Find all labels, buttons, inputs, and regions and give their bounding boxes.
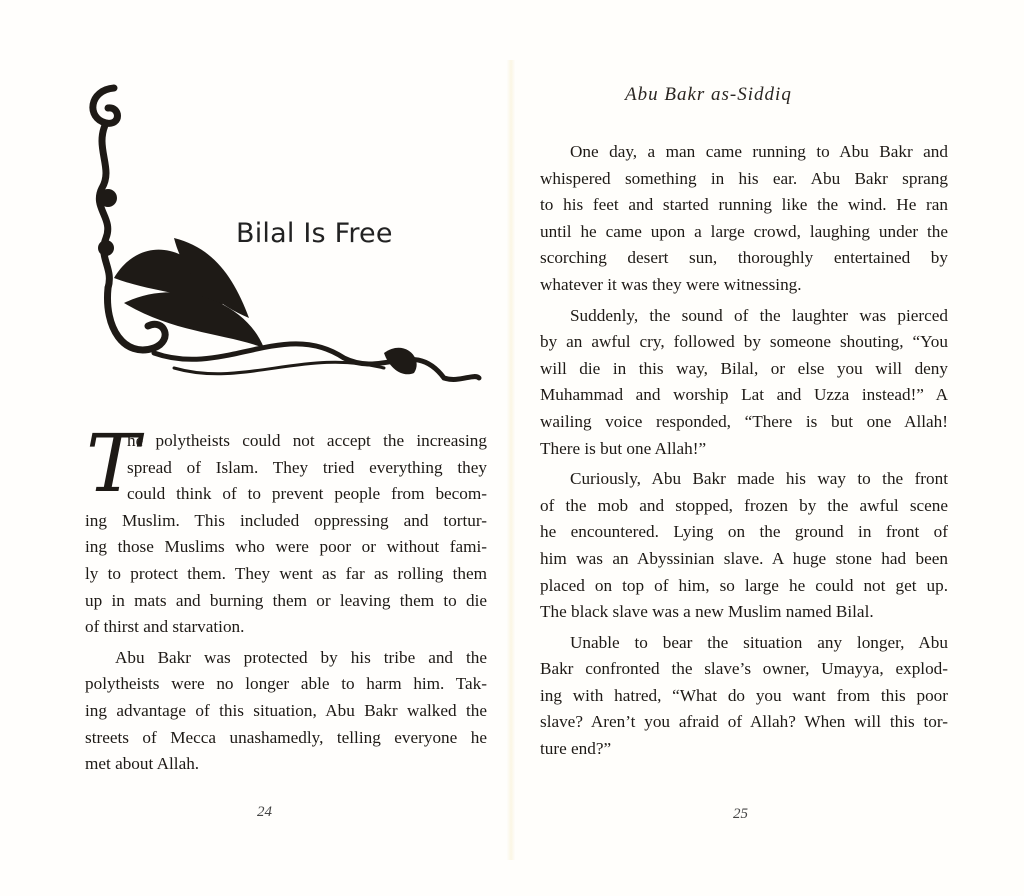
text-line: polytheists were no longer able to harm him. Tak- bbox=[85, 674, 487, 694]
text-line: he polytheists could not accept the increasing bbox=[127, 431, 487, 450]
text-line: met about Allah. bbox=[85, 754, 200, 774]
text-line: by an awful cry, followed by someone shouting, “You bbox=[540, 332, 948, 352]
text-line: Abu Bakr was protected by his tribe and the bbox=[115, 647, 487, 667]
text-line: whatever it was they were witnessing. bbox=[540, 274, 802, 294]
text-line: Curiously, Abu Bakr made his way to the front bbox=[570, 469, 948, 489]
text-line: spread of Islam. They tried everything they bbox=[127, 457, 487, 477]
text-line: ing advantage of this situation, Abu Bakr walked the bbox=[85, 700, 487, 720]
text-line: There is but one Allah!” bbox=[540, 438, 707, 458]
text-line: ing those Muslims who were poor or without fami- bbox=[85, 537, 487, 557]
text-line: The black slave was a new Muslim named Bilal. bbox=[540, 602, 874, 622]
paragraph bbox=[540, 466, 948, 626]
text-line: Suddenly, the sound of the laughter was pierced bbox=[570, 305, 948, 325]
text-line: One day, a man came running to Abu Bakr and bbox=[570, 142, 948, 161]
page-number-left: 24 bbox=[257, 804, 272, 820]
text-line: will die in this way, Bilal, or else you will deny bbox=[540, 358, 948, 378]
text-line: until he came upon a large crowd, laughing under the bbox=[540, 221, 948, 241]
text-line: whispered something in his ear. Abu Bakr sprang bbox=[540, 168, 948, 188]
text-line: Unable to bear the situation any longer, Abu bbox=[570, 632, 948, 652]
text-line: could think of to prevent people from becom- bbox=[127, 484, 487, 504]
text-line: ing Muslim. This included oppressing and tortur- bbox=[85, 510, 487, 530]
paragraph bbox=[540, 303, 948, 463]
text-line: Muhammad and worship Lat and Uzza instead!” A bbox=[540, 385, 948, 405]
left-page-body bbox=[85, 428, 487, 782]
text-line: him was an Abyssinian slave. A huge stone had been bbox=[540, 548, 948, 568]
text-line: Bakr confronted the slave’s owner, Umayya, explod- bbox=[540, 659, 948, 679]
text-line: of thirst and starvation. bbox=[85, 617, 245, 637]
text-line: he encountered. Lying on the ground in front of bbox=[540, 522, 948, 542]
text-line: scorching desert sun, thoroughly entertained by bbox=[540, 248, 948, 268]
paragraph bbox=[85, 645, 487, 778]
text-line: ing with hatred, “What do you want from this poor bbox=[540, 685, 948, 705]
chapter-title: Bilal Is Free bbox=[236, 218, 393, 249]
book-gutter bbox=[506, 60, 516, 860]
paragraph bbox=[85, 428, 487, 641]
drop-cap: T bbox=[86, 417, 140, 510]
text-line: ly to protect them. They went as far as rolling them bbox=[85, 563, 487, 583]
text-line: slave? Aren’t you afraid of Allah? When will this tor- bbox=[540, 712, 948, 732]
text-line: ture end?” bbox=[540, 739, 612, 759]
right-page-body bbox=[540, 139, 948, 767]
paragraph bbox=[540, 630, 948, 763]
paragraph bbox=[540, 139, 948, 299]
text-line: to his feet and started running like the wind. He ran bbox=[540, 195, 948, 215]
text-line: wailing voice responded, “There is but one Allah! bbox=[540, 411, 948, 431]
page-number-right: 25 bbox=[733, 806, 748, 822]
text-line: up in mats and burning them or leaving them to die bbox=[85, 590, 487, 610]
text-line: of the mob and stopped, frozen by the awful scene bbox=[540, 495, 948, 515]
running-header: Abu Bakr as-Siddiq bbox=[625, 84, 792, 105]
text-line: placed on top of him, so large he could not get up. bbox=[540, 575, 948, 595]
text-line: streets of Mecca unashamedly, telling everyone he bbox=[85, 727, 487, 747]
